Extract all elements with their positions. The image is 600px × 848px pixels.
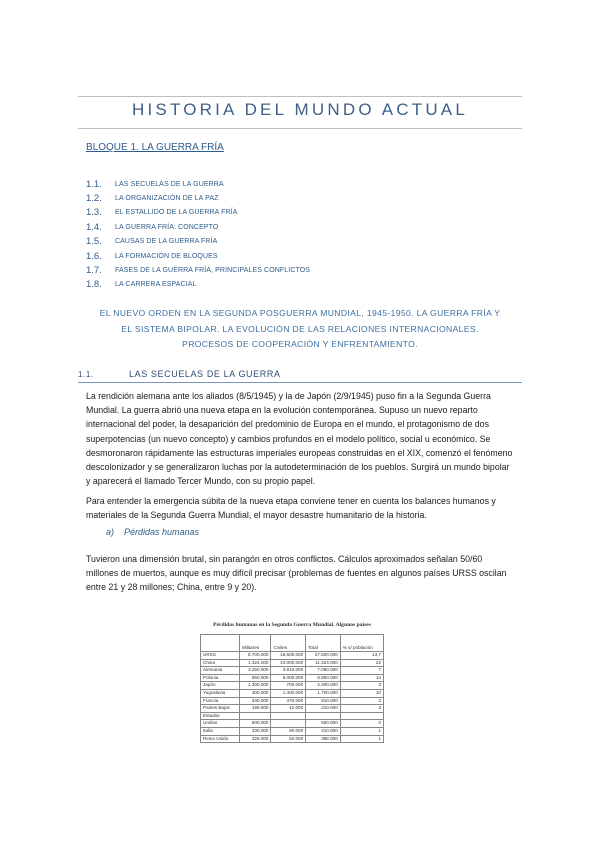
- table-cell: 3.250.000: [240, 667, 271, 675]
- table-cell: Reino Unido: [201, 735, 240, 743]
- toc-item[interactable]: 1.4. LA GUERRA FRÍA: CONCEPTO: [86, 221, 219, 233]
- table-row: [201, 735, 384, 743]
- section-number: 1.1.: [78, 369, 94, 379]
- paragraph: Tuvieron una dimensión brutal, sin parangón en otros conflictos. Cálculos aproximados señalan 50/60 millones de muertos, aunque es muy difícil precisar (problemas de fuentes en algunos países URSS oscilan entre 21 y 28 millones; China, entre 9 y 20).: [86, 554, 507, 593]
- table-cell: 12.000: [271, 705, 306, 713]
- table-cell: 810.000: [306, 697, 341, 705]
- table-cell: 7.060.000: [306, 667, 341, 675]
- table-header-cell: Militares: [240, 635, 271, 652]
- table-cell: 410.000: [306, 727, 341, 735]
- table-row: [201, 697, 384, 705]
- table-cell: 7: [340, 667, 383, 675]
- toc-item[interactable]: 1.8. LA CARRERA ESPACIAL: [86, 279, 197, 291]
- table-cell: 388.000: [306, 735, 341, 743]
- table-cell: [340, 712, 383, 720]
- table-cell: 210.000: [306, 705, 341, 713]
- table-cell: 1: [340, 727, 383, 735]
- table-row: [201, 659, 384, 667]
- toc-item[interactable]: 1.1. LAS SECUELAS DE LA GUERRA: [86, 178, 224, 190]
- table-cell: 500.000: [306, 720, 341, 728]
- table-cell: 1.324.000: [240, 659, 271, 667]
- subsection-title: Pérdidas humanas: [124, 527, 200, 537]
- table-cell: 62.000: [271, 735, 306, 743]
- subsection-marker: a): [106, 527, 115, 537]
- toc-item[interactable]: 1.6. LA FORMACIÓN DE BLOQUES: [86, 250, 218, 262]
- table-body: [201, 652, 384, 743]
- bloque-heading[interactable]: BLOQUE 1. LA GUERRA FRÍA: [86, 142, 224, 153]
- table-cell: 6.000.000: [271, 674, 306, 682]
- table-cell: China: [201, 659, 240, 667]
- document-title: HISTORIA DEL MUNDO ACTUAL: [132, 100, 468, 119]
- table-header-cell: [201, 635, 240, 652]
- table-cell: URSS: [201, 652, 240, 660]
- section-heading: [78, 369, 522, 379]
- table-cell: 10.000.000: [271, 659, 306, 667]
- paragraph: Para entender la emergencia súbita de la nueva etapa conviene tener en cuenta los balances humanos y materiales de la Segunda Guerra Mundial, el mayor desastre humanitario de la historia.: [86, 496, 496, 521]
- paragraph: La rendición alemana ante los aliados (8/5/1945) y la de Japón (2/9/1945) puso fin a la Segunda Guerra Mundial. La guerra abrió una nueva etapa en la evolución contemporánea. Supuso un nuevo reparto internacional del poder, la desaparición del predominio de Europa en el mundo, el protagonismo de dos superpotencias (un nuevo concepto) y cambios profundos en el modelo político, social u económico. Se desmoronaron rápidamente las estructuras imperiales europeas construidas en el XIX, comenzó el fenómeno descolonizador y se generalizaron luchas por la autodeterminación de los pueblos. Surgirá un mundo bipolar y aparecerá el llamado Tercer Mundo, con su propio papel.: [86, 391, 513, 487]
- table-cell: 2: [340, 697, 383, 705]
- table-cell: 340.000: [240, 697, 271, 705]
- table-row: [201, 689, 384, 697]
- table-row: [201, 727, 384, 735]
- toc-item[interactable]: 1.7. FASES DE LA GUERRA FRÍA, PRINCIPALES CONFLICTOS: [86, 265, 311, 277]
- subsection-heading: [106, 527, 199, 537]
- table-cell: 8.700.000: [240, 652, 271, 660]
- table-cell: 11.324.000: [306, 659, 341, 667]
- table-cell: 198.000: [240, 705, 271, 713]
- table-cell: 27.500.000: [306, 652, 341, 660]
- table-cell: 1: [340, 735, 383, 743]
- table-header-cell: Civiles: [271, 635, 306, 652]
- table-cell: 3: [340, 705, 383, 713]
- table-row: [201, 720, 384, 728]
- toc-item[interactable]: 1.3. EL ESTALLIDO DE LA GUERRA FRÍA: [86, 207, 238, 219]
- table-cell: [306, 712, 341, 720]
- table-header-cell: % s/ población: [340, 635, 383, 652]
- title-top-rule: [78, 96, 522, 97]
- table-cell: Estados: [201, 712, 240, 720]
- section-title: LAS SECUELAS DE LA GUERRA: [129, 369, 281, 379]
- table-of-contents: [86, 177, 310, 292]
- table-header-row: [201, 635, 384, 652]
- table-cell: Alemania: [201, 667, 240, 675]
- table-cell: 22: [340, 659, 383, 667]
- table-cell: 0: [340, 720, 383, 728]
- losses-table-figure: [200, 622, 384, 743]
- unit-summary: EL NUEVO ORDEN EN LA SEGUNDA POSGUERRA MUNDIAL, 1945-1950. LA GUERRA FRÍA Y EL SISTEMA BIPOLAR. LA EVOLUCIÓN DE LAS RELACIONES INTERNACIONALES. PROCESOS DE COOPERACIÓN Y ENFRENTAMIENTO.: [99, 308, 501, 349]
- table-cell: Polonia: [201, 674, 240, 682]
- table-row: [201, 682, 384, 690]
- table-cell: 2.000.000: [306, 682, 341, 690]
- table-cell: Yugoslavia: [201, 689, 240, 697]
- table-cell: Italia: [201, 727, 240, 735]
- table-cell: 300.000: [240, 689, 271, 697]
- table-cell: 6.850.000: [306, 674, 341, 682]
- table-cell: 80.000: [271, 727, 306, 735]
- toc-item[interactable]: 1.5. CAUSAS DE LA GUERRA FRÍA: [86, 236, 218, 248]
- table-cell: 3.810.000: [271, 667, 306, 675]
- table-cell: 13,7: [340, 652, 383, 660]
- table-cell: 470.000: [271, 697, 306, 705]
- table-cell: [240, 712, 271, 720]
- table-cell: 3: [340, 682, 383, 690]
- table-row: [201, 674, 384, 682]
- table-cell: 14: [340, 674, 383, 682]
- table-header-cell: Total: [306, 635, 341, 652]
- table-cell: Unidos: [201, 720, 240, 728]
- title-bottom-rule: [78, 128, 522, 129]
- toc-item[interactable]: 1.2. LA ORGANIZACIÓN DE LA PAZ: [86, 193, 219, 205]
- table-cell: Países Bajos: [201, 705, 240, 713]
- table-cell: 330.000: [240, 727, 271, 735]
- table-cell: 500.000: [240, 720, 271, 728]
- table-cell: 700.000: [271, 682, 306, 690]
- table-cell: Francia: [201, 697, 240, 705]
- table-cell: 1.400.000: [271, 689, 306, 697]
- table-row: [201, 652, 384, 660]
- table-cell: 326.000: [240, 735, 271, 743]
- table-cell: 850.000: [240, 674, 271, 682]
- section-rule: [78, 382, 522, 383]
- table-cell: 10: [340, 689, 383, 697]
- table-cell: [271, 712, 306, 720]
- table-cell: 1.300.000: [240, 682, 271, 690]
- table-row: [201, 667, 384, 675]
- table-caption: Pérdidas humanas en la Segunda Guerra Mundial. Algunos países: [213, 622, 371, 628]
- table-cell: [271, 720, 306, 728]
- table-cell: 1.700.000: [306, 689, 341, 697]
- table-row: [201, 712, 384, 720]
- losses-table: [200, 634, 384, 743]
- table-cell: 18.500.000: [271, 652, 306, 660]
- table-cell: Japón: [201, 682, 240, 690]
- table-row: [201, 705, 384, 713]
